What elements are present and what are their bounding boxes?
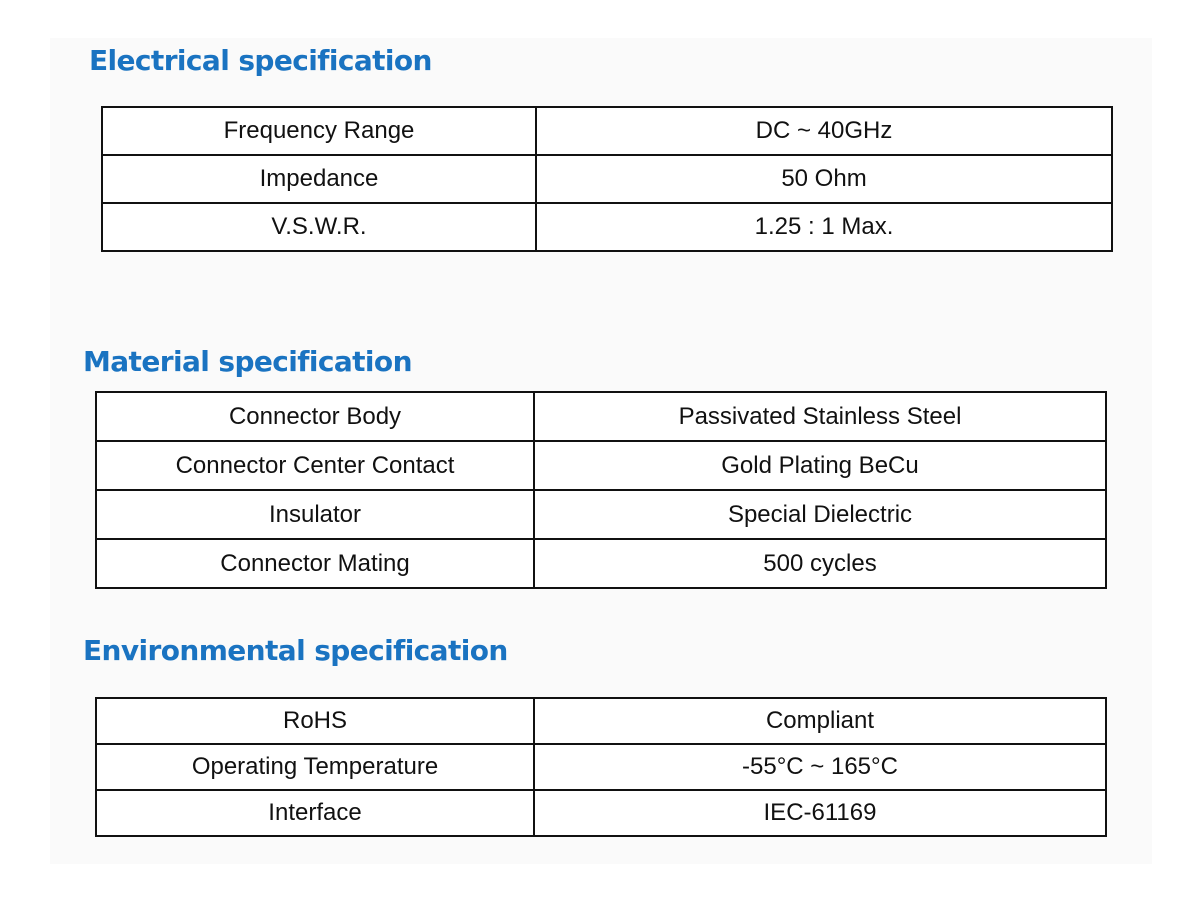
electrical-specification-heading: Electrical specification [89, 44, 432, 77]
spec-value: 500 cycles [534, 539, 1106, 588]
spec-label: Insulator [96, 490, 534, 539]
environmental-specification-table [95, 697, 1107, 837]
spec-label: Connector Mating [96, 539, 534, 588]
table-row [96, 539, 1106, 588]
spec-value: Gold Plating BeCu [534, 441, 1106, 490]
spec-value: 50 Ohm [536, 155, 1112, 203]
spec-label: Operating Temperature [96, 744, 534, 790]
spec-label: Impedance [102, 155, 536, 203]
spec-label: Interface [96, 790, 534, 836]
spec-value: Passivated Stainless Steel [534, 392, 1106, 441]
table-row [96, 744, 1106, 790]
spec-label: Connector Center Contact [96, 441, 534, 490]
table-row [96, 698, 1106, 744]
spec-label: V.S.W.R. [102, 203, 536, 251]
table-row [102, 107, 1112, 155]
table-row [102, 155, 1112, 203]
spec-value: IEC-61169 [534, 790, 1106, 836]
spec-value: -55°C ~ 165°C [534, 744, 1106, 790]
electrical-specification-table [101, 106, 1113, 252]
spec-value: DC ~ 40GHz [536, 107, 1112, 155]
table-row [96, 392, 1106, 441]
environmental-specification-heading: Environmental specification [83, 634, 508, 667]
spec-label: Frequency Range [102, 107, 536, 155]
table-row [96, 790, 1106, 836]
material-specification-heading: Material specification [83, 345, 412, 378]
table-row [102, 203, 1112, 251]
spec-label: RoHS [96, 698, 534, 744]
material-specification-table [95, 391, 1107, 589]
spec-value: 1.25 : 1 Max. [536, 203, 1112, 251]
spec-value: Special Dielectric [534, 490, 1106, 539]
table-row [96, 490, 1106, 539]
spec-label: Connector Body [96, 392, 534, 441]
table-row [96, 441, 1106, 490]
spec-value: Compliant [534, 698, 1106, 744]
